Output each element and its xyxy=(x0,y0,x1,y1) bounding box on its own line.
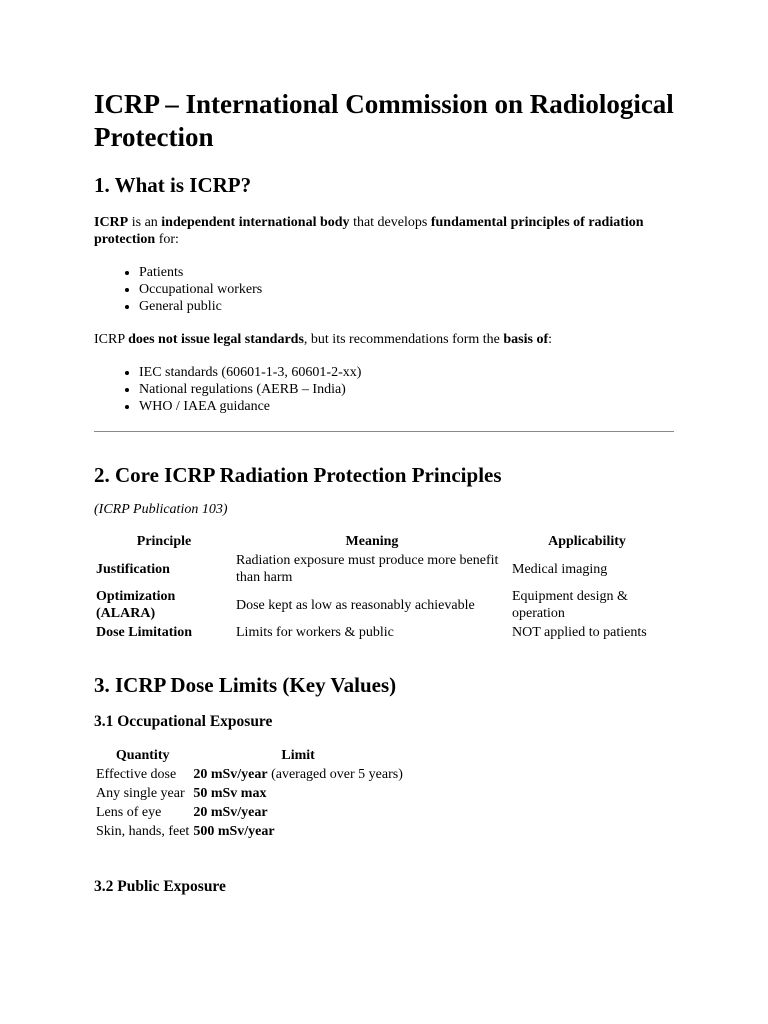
list-item: • WHO / IAEA guidance xyxy=(139,398,674,415)
note-bold-1: does not issue legal standards xyxy=(128,332,304,347)
section-1-intro xyxy=(94,214,674,248)
intro-bold-2: fundamental principles of radiation protection xyxy=(94,215,644,247)
protection-for-list xyxy=(94,264,674,315)
principle-cell: Dose Limitation xyxy=(96,625,193,640)
quantity-cell: Lens of eye xyxy=(96,805,162,820)
meaning-cell: Radiation exposure must produce more benefit than harm xyxy=(236,553,499,585)
limit-value: 20 mSv/year xyxy=(193,805,268,820)
table-row xyxy=(94,784,405,803)
occupational-limits-table xyxy=(94,746,405,841)
principle-cell: Optimization (ALARA) xyxy=(96,589,176,621)
section-3-heading: 3. ICRP Dose Limits (Key Values) xyxy=(94,673,397,697)
limit-note: (averaged over 5 years) xyxy=(267,767,403,782)
applicability-cell: Medical imaging xyxy=(512,561,608,577)
quantity-cell: Skin, hands, feet xyxy=(96,824,190,839)
limit-value: 50 mSv max xyxy=(193,786,267,801)
limit-cell xyxy=(191,822,405,841)
intro-bold-1: independent international body xyxy=(161,215,350,230)
subsection-public-heading: 3.2 Public Exposure xyxy=(94,878,226,895)
table-header-row xyxy=(94,746,405,765)
limit-value: 500 mSv/year xyxy=(193,824,275,839)
table-header-row xyxy=(94,532,664,551)
column-header-meaning: Meaning xyxy=(345,534,399,549)
table-row xyxy=(94,765,405,784)
section-divider xyxy=(94,431,674,432)
publication-reference: (ICRP Publication 103) xyxy=(94,502,228,517)
section-1-note xyxy=(94,331,674,348)
column-header-principle: Principle xyxy=(136,534,192,549)
list-item: • National regulations (AERB – India) xyxy=(139,381,674,398)
list-item: • IEC standards (60601-1-3, 60601-2-xx) xyxy=(139,364,674,381)
meaning-cell: Dose kept as low as reasonably achievable xyxy=(236,597,475,613)
limit-cell xyxy=(191,765,405,784)
limit-cell xyxy=(191,784,405,803)
intro-text-3: for: xyxy=(155,232,179,247)
table-row xyxy=(94,822,405,841)
column-header-limit: Limit xyxy=(281,748,315,763)
principle-cell: Justification xyxy=(96,561,170,577)
intro-icrp: ICRP xyxy=(94,215,129,230)
list-item: • Patients xyxy=(139,264,674,281)
table-row xyxy=(94,551,664,587)
list-item: • General public xyxy=(139,298,674,315)
intro-text-2: that develops xyxy=(349,215,431,230)
applicability-cell: Equipment design & operation xyxy=(512,589,628,621)
quantity-cell: Any single year xyxy=(96,786,185,801)
document-title: ICRP – International Commission on Radiological Protection xyxy=(94,89,674,152)
basis-list xyxy=(94,364,674,415)
meaning-cell: Limits for workers & public xyxy=(236,625,394,640)
quantity-cell: Effective dose xyxy=(96,767,177,782)
intro-text-1: is an xyxy=(128,215,162,230)
note-text-3: : xyxy=(548,332,553,347)
note-text-1: ICRP xyxy=(94,332,129,347)
table-row xyxy=(94,803,405,822)
limit-cell xyxy=(191,803,405,822)
subsection-occupational-heading: 3.1 Occupational Exposure xyxy=(94,713,273,730)
principles-table xyxy=(94,532,664,642)
section-1-heading: 1. What is ICRP? xyxy=(94,173,252,197)
table-row xyxy=(94,623,664,642)
note-text-2: , but its recommendations form the xyxy=(303,332,504,347)
note-bold-2: basis of xyxy=(503,332,549,347)
section-2-heading: 2. Core ICRP Radiation Protection Principles xyxy=(94,463,502,487)
limit-value: 20 mSv/year xyxy=(193,767,268,782)
column-header-applicability: Applicability xyxy=(548,534,626,549)
list-item: • Occupational workers xyxy=(139,281,674,298)
table-row xyxy=(94,587,664,623)
column-header-quantity: Quantity xyxy=(115,748,170,763)
applicability-cell: NOT applied to patients xyxy=(512,625,647,640)
